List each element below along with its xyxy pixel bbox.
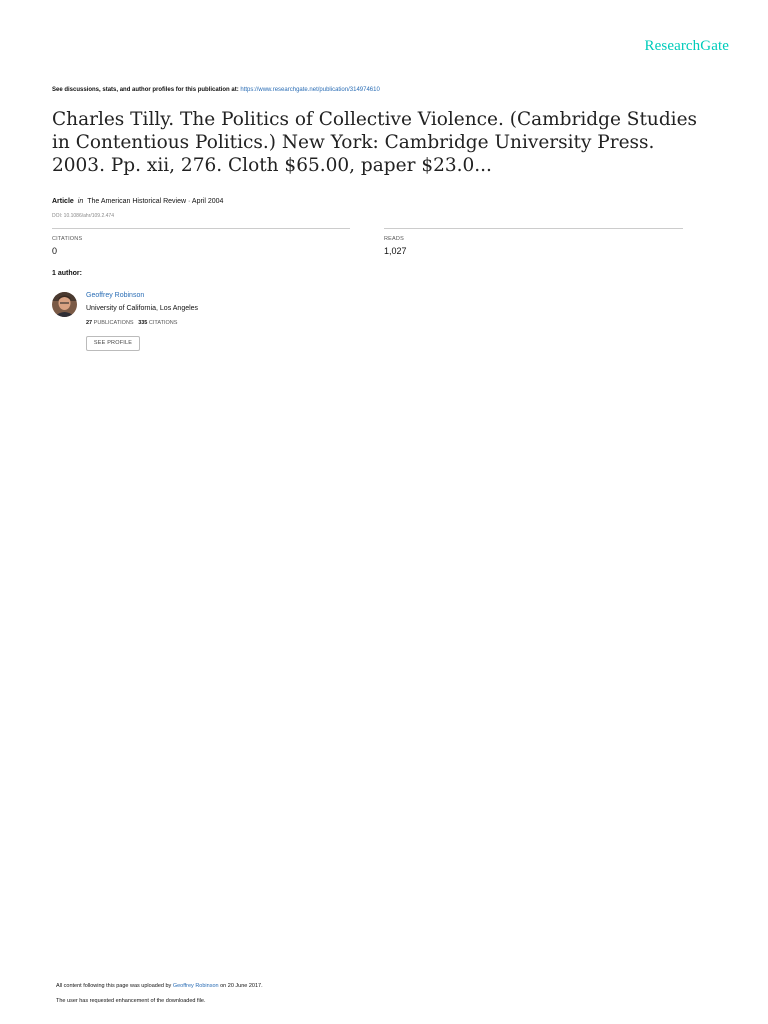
publication-url-link[interactable]: https://www.researchgate.net/publication/314974610	[240, 87, 380, 93]
publication-meta	[52, 198, 223, 205]
reads-divider	[384, 228, 683, 229]
author-name-link[interactable]: Geoffrey Robinson	[86, 292, 145, 299]
uploader-link[interactable]: Geoffrey Robinson	[172, 983, 219, 989]
publication-type: Article	[52, 198, 74, 205]
author-institution: University of California, Los Angeles	[86, 305, 199, 312]
publication-link-line	[52, 87, 380, 93]
author-stats	[86, 320, 177, 326]
author-citations-label: CITATIONS	[148, 320, 178, 326]
publication-title: Charles Tilly. The Politics of Collective Violence. (Cambridge Studies in Contentious Politics.) New York: Cambridge University Press. 2003. Pp. xii, 276. Cloth $65.00, paper $23.0...	[52, 109, 698, 176]
enhancement-note: The user has requested enhancement of the downloaded file.	[56, 998, 206, 1004]
journal-name[interactable]: The American Historical Review	[87, 198, 187, 205]
upload-note-suffix: on 20 June 2017.	[220, 983, 263, 989]
see-profile-button[interactable]: SEE PROFILE	[86, 336, 140, 351]
author-citations-count: 335	[138, 320, 148, 326]
researchgate-logo[interactable]: ResearchGate	[644, 38, 729, 54]
publication-link-prompt: See discussions, stats, and author profiles for this publication at:	[52, 87, 239, 93]
publication-date: · April 2004	[186, 198, 224, 205]
citations-divider	[52, 228, 350, 229]
reads-label: READS	[384, 236, 404, 242]
citations-label: CITATIONS	[52, 236, 83, 242]
in-label: in	[77, 198, 84, 205]
doi-text: DOI: 10.1086/ahr/109.2.474	[52, 213, 114, 219]
reads-count: 1,027	[384, 246, 407, 256]
author-publications-count: 27	[86, 320, 93, 326]
authors-heading: 1 author:	[52, 270, 82, 277]
citations-count: 0	[52, 246, 58, 256]
author-photo-icon	[52, 292, 77, 317]
upload-note	[56, 983, 263, 989]
author-publications-label: PUBLICATIONS	[93, 320, 134, 326]
upload-note-prefix: All content following this page was uploaded by	[56, 983, 172, 989]
author-avatar[interactable]	[52, 292, 77, 317]
